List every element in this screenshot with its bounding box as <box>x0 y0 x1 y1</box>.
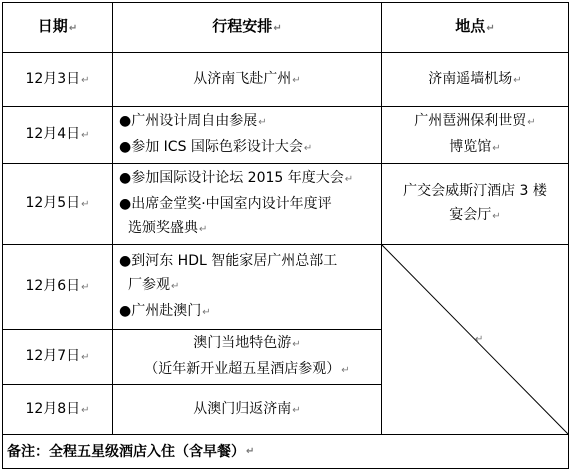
header-location: 地点↵ <box>455 17 495 35</box>
note-row: 备注：全程五星级酒店入住（含早餐） ↵ <box>7 443 255 460</box>
date-cell: 12月6日↵ <box>25 278 90 294</box>
schedule-cell: 从澳门归返济南↵ <box>193 400 301 417</box>
paragraph-mark: ↵ <box>475 334 484 345</box>
schedule-cell: ●广州设计周自由参展↵ ●参加 ICS 国际色彩设计大会↵ <box>119 113 313 155</box>
schedule-cell: 从济南飞赴广州↵ <box>193 70 301 87</box>
date-cell: 12月8日↵ <box>25 400 90 417</box>
schedule-cell: 澳门当地特色游↵ （近年新开业超五星酒店参观）↵ <box>144 335 350 377</box>
location-cell: 广州琶洲保利世贸↵ 博览馆↵ <box>414 113 536 155</box>
header-schedule: 行程安排↵ <box>212 17 282 35</box>
header-date: 日期↵ <box>37 17 78 35</box>
date-cell: 12月7日↵ <box>25 348 90 364</box>
date-cell: 12月3日↵ <box>25 70 90 87</box>
date-cell: 12月4日↵ <box>25 126 90 142</box>
schedule-cell: ●参加国际设计论坛 2015 年度大会↵ ●出席金堂奖·中国室内设计年度评 选颁奖盛典↵ <box>119 170 354 236</box>
location-cell: 济南遥墙机场↵ <box>428 70 522 87</box>
date-cell: 12月5日↵ <box>25 195 90 211</box>
location-cell: 广交会威斯汀酒店 3 楼 宴会厅↵ <box>403 183 547 223</box>
schedule-cell: ●到河东 HDL 智能家居广州总部工 厂参观↵ ●广州赴澳门↵ <box>119 253 338 319</box>
